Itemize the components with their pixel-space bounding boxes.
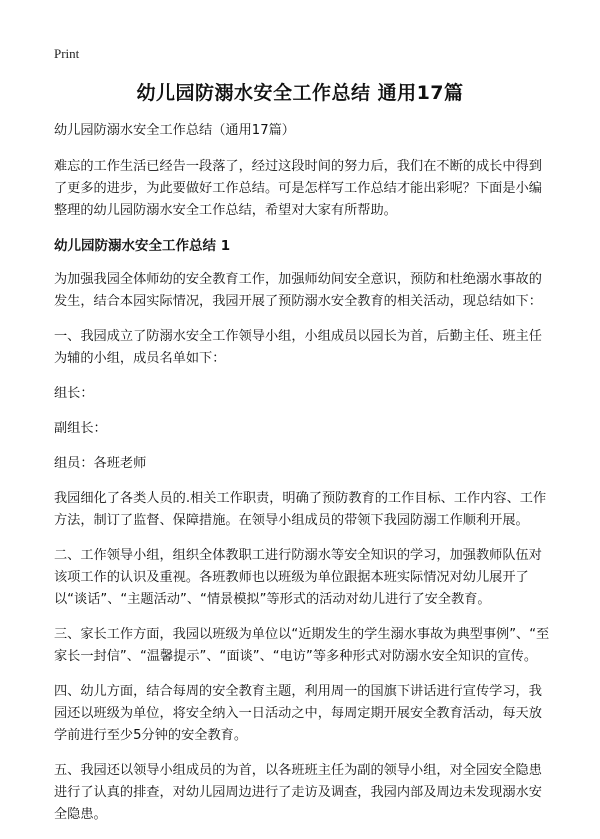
body-paragraph: 我园细化了各类人员的.相关工作职责，明确了预防教育的工作目标、工作内容、工作方法，制订了监督、保障措施。在领导小组成员的带领下我园防溺工作顺利开展。 [54, 491, 547, 528]
body-paragraph: 为加强我园全体师幼的安全教育工作，加强师幼间安全意识，预防和杜绝溺水事故的发生，结合本园实际情况，我园开展了预防溺水安全教育的相关活动，现总结如下： [54, 272, 542, 309]
body-paragraph: 四、幼儿方面，结合每周的安全教育主题，利用周一的国旗下讲话进行宣传学习，我园还以班级为单位，将安全纳入一日活动之中，每周定期开展安全教育活动，每天放学前进行至少5分钟的安全教育。 [54, 684, 542, 743]
body-paragraph: 组长： [54, 386, 94, 401]
print-link[interactable]: Print [54, 46, 80, 61]
document-subtitle: 幼儿园防溺水安全工作总结（通用17篇） [54, 123, 295, 138]
body-paragraph: 一、我园成立了防溺水安全工作领导小组，小组成员以园长为首，后勤主任、班主任为辅的小组，成员名单如下： [54, 329, 542, 366]
body-paragraph: 二、工作领导小组，组织全体教职工进行防溺水等安全知识的学习，加强教师队伍对该项工作的认识及重视。各班教师也以班级为单位跟据本班实际情况对幼儿展开了以“谈话”、“主题活动”、“情景模拟”等形式的活动对幼儿进行了安全教育。 [54, 548, 542, 607]
body-paragraph: 组员：各班老师 [54, 456, 147, 471]
section-heading: 幼儿园防溺水安全工作总结 1 [54, 238, 231, 254]
intro-paragraph: 难忘的工作生活已经告一段落了，经过这段时间的努力后，我们在不断的成长中得到了更多的进步，为此要做好工作总结。可是怎样写工作总结才能出彩呢？下面是小编整理的幼儿园防溺水安全工作总结，希望对大家有所帮助。 [54, 159, 542, 218]
page-title: 幼儿园防溺水安全工作总结 通用17篇 [136, 82, 464, 104]
body-paragraph: 五、我园还以领导小组成员的为首，以各班班主任为副的领导小组，对全园安全隐患进行了认真的排查，对幼儿园周边进行了走访及调查，我园内部及周边未发现溺水安全隐患。 [54, 763, 542, 822]
body-paragraph: 副组长： [54, 421, 107, 436]
document-body [54, 120, 552, 839]
body-paragraph: 三、家长工作方面，我园以班级为单位以“近期发生的学生溺水事故为典型事例”、“至家长一封信”、“温馨提示”、“面谈”、“电访”等多种形式对防溺水安全知识的宣传。 [54, 627, 550, 664]
